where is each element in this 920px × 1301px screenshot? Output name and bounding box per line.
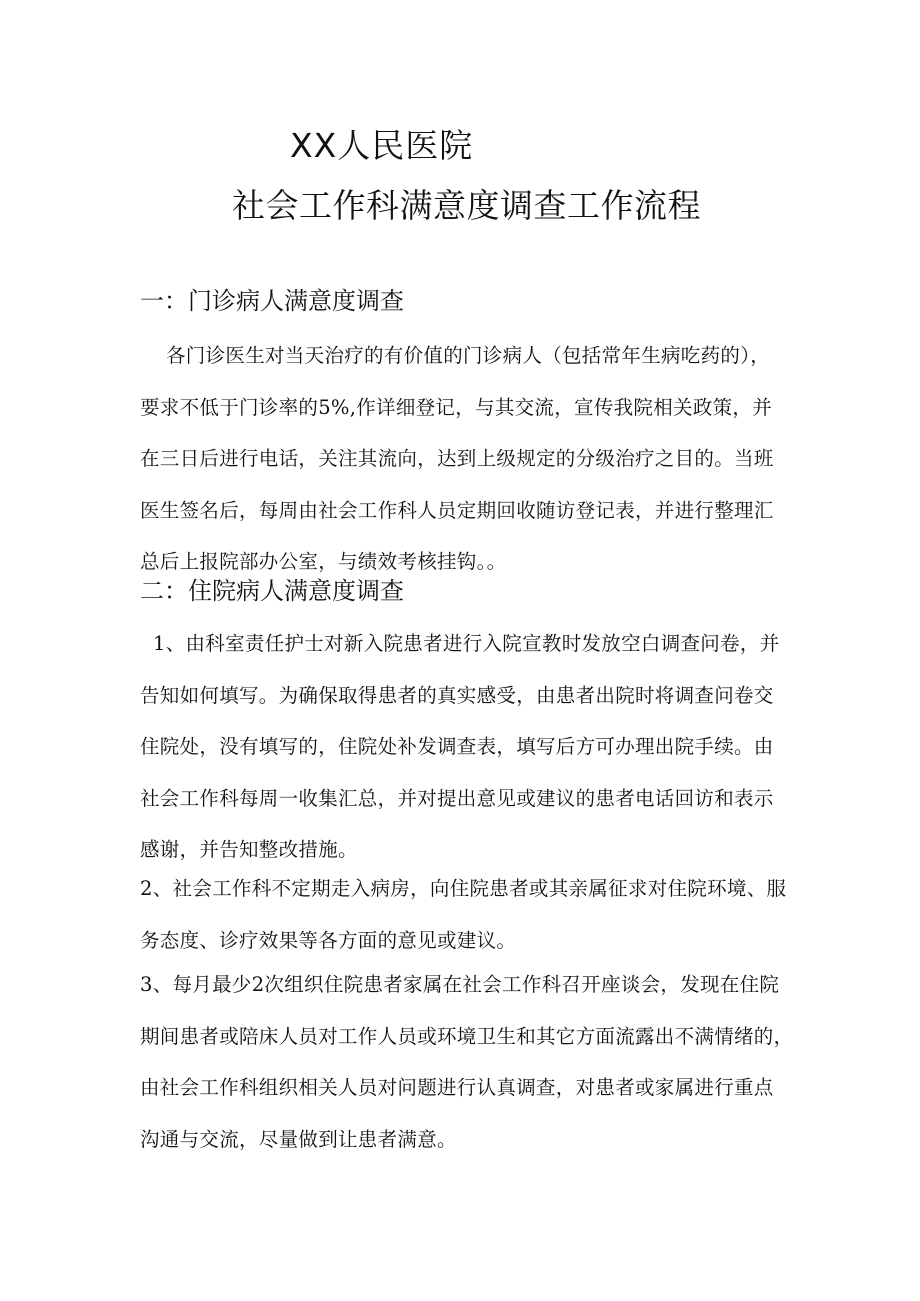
paragraph-line: 3、每月最少2次组织住院患者家属在社会工作科召开座谈会，发现在住院 xyxy=(140,973,780,996)
outpatient-paragraph xyxy=(140,330,800,588)
paragraph-line: 要求不低于门诊率的5%,作详细登记，与其交流，宣传我院相关政策，并 xyxy=(140,395,773,419)
section-heading-outpatient: 一：门诊病人满意度调查 xyxy=(140,287,404,315)
inpatient-item-1 xyxy=(140,618,800,876)
paragraph-line: 感谢，并告知整改措施。 xyxy=(140,838,358,861)
paragraph-line: 住院处，没有填写的，住院处补发调查表，填写后方可办理出院手续。由 xyxy=(140,735,774,758)
paragraph-line: 务态度、诊疗效果等各方面的意见或建议。 xyxy=(140,928,517,952)
paragraph-line: 总后上报院部办公室，与绩效考核挂钩。。 xyxy=(140,550,507,573)
paragraph-line: 期间患者或陪床人员对工作人员或环境卫生和其它方面流露出不满情绪的， xyxy=(140,1024,794,1048)
inpatient-item-2 xyxy=(140,863,800,966)
paragraph-line: 在三日后进行电话，关注其流向，达到上级规定的分级治疗之目的。当班 xyxy=(140,447,774,470)
paragraph-line: 由社会工作科组织相关人员对问题进行认真调查，对患者或家属进行重点 xyxy=(140,1076,774,1099)
paragraph-line: 各门诊医生对当天治疗的有价值的门诊病人（包括常年生病吃药的）， xyxy=(140,344,771,367)
section-heading-inpatient: 二：住院病人满意度调查 xyxy=(140,577,404,605)
paragraph-line: 医生签名后，每周由社会工作科人员定期回收随访登记表，并进行整理汇 xyxy=(140,498,774,522)
document-title: 社会工作科满意度调查工作流程 xyxy=(232,186,701,225)
inpatient-item-3 xyxy=(140,959,800,1165)
paragraph-line: 沟通与交流，尽量做到让患者满意。 xyxy=(140,1127,457,1151)
paragraph-line: 告知如何填写。为确保取得患者的真实感受，由患者出院时将调查问卷交 xyxy=(140,683,774,707)
paragraph-line: 1、由科室责任护士对新入院患者进行入院宣教时发放空白调查问卷，并 xyxy=(140,632,780,655)
paragraph-line: 2、社会工作科不定期走入病房，向住院患者或其亲属征求对住院环境、服 xyxy=(140,877,787,900)
hospital-name-title: XX人民医院 xyxy=(290,126,474,165)
paragraph-line: 社会工作科每周一收集汇总，并对提出意见或建议的患者电话回访和表示 xyxy=(140,786,774,810)
